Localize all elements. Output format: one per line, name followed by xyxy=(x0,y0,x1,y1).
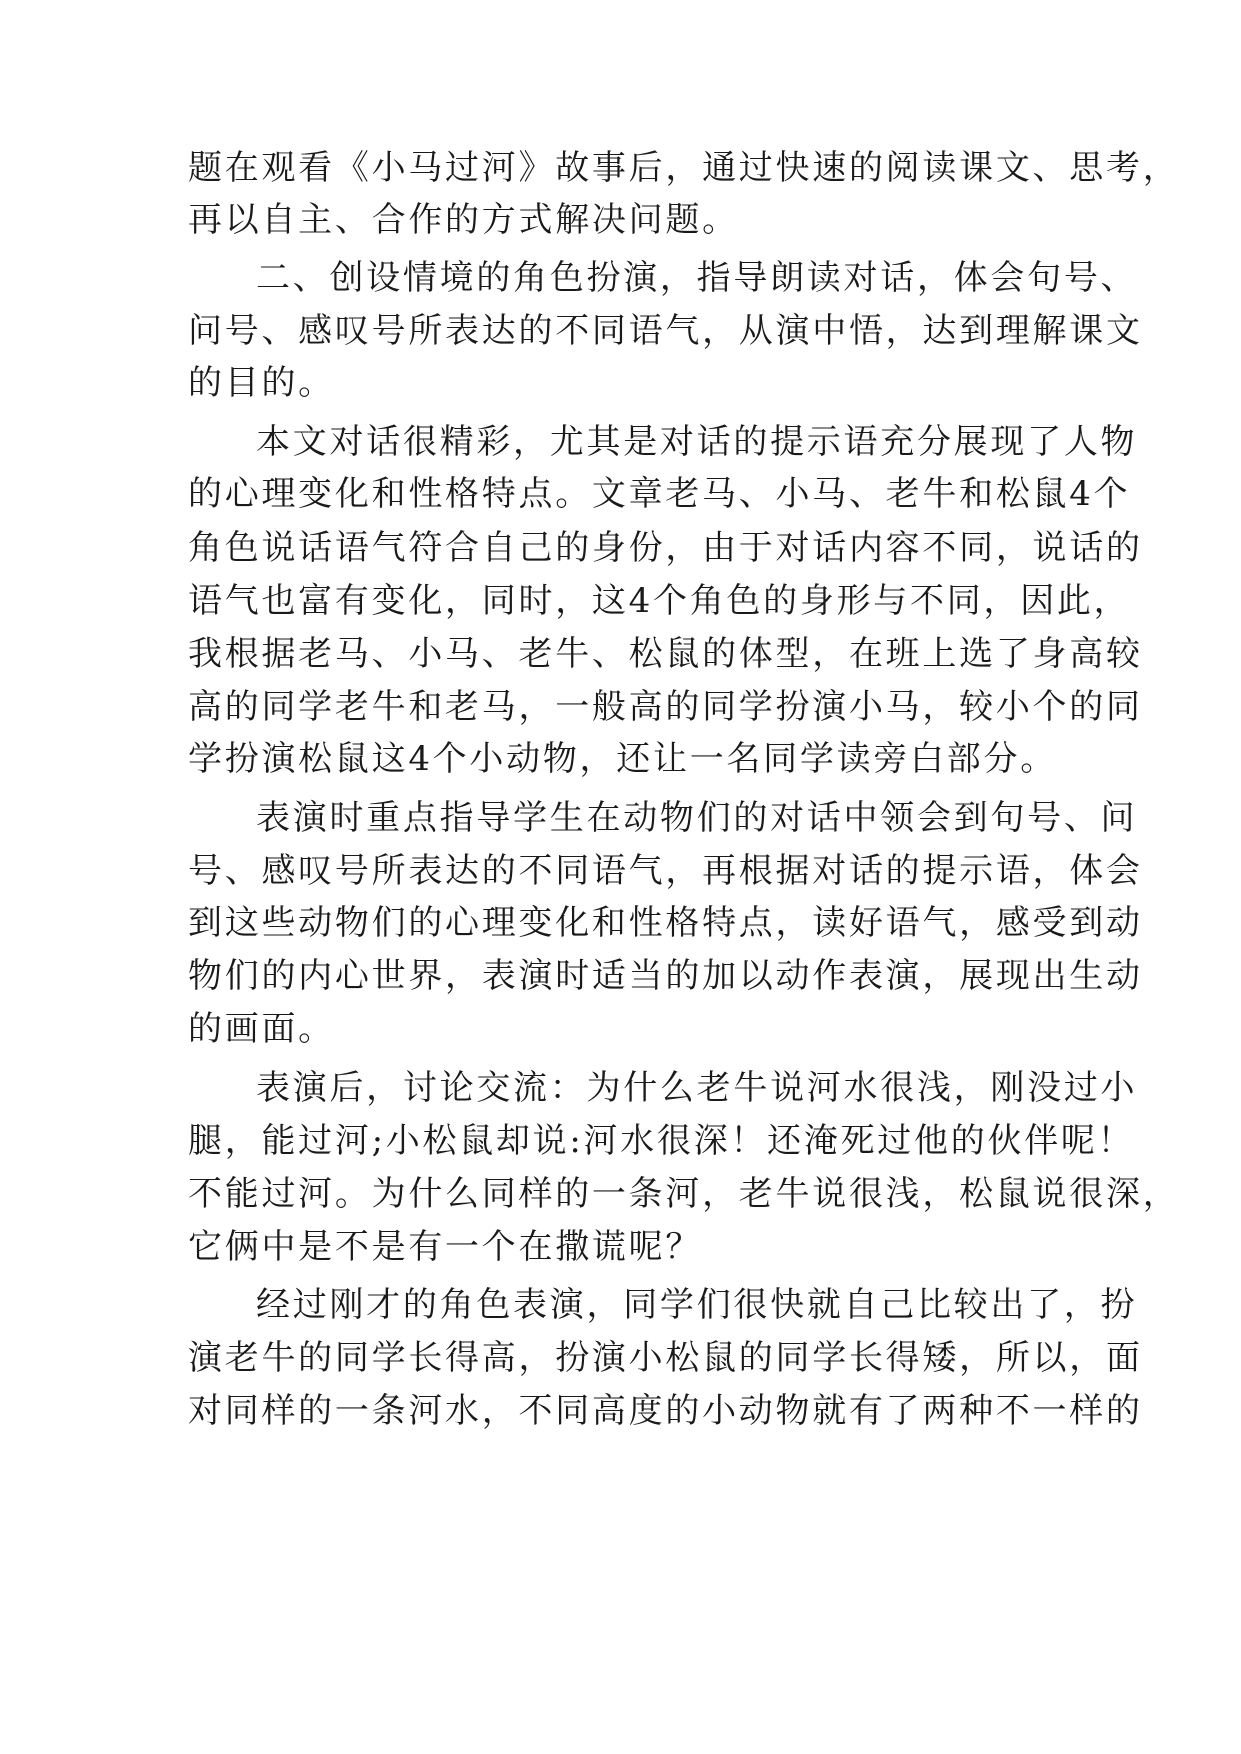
text-line: 物们的内心世界，表演时适当的加以动作表演，展现出生动 xyxy=(188,956,1143,996)
text-line: 演老牛的同学长得高，扮演小松鼠的同学长得矮，所以，面 xyxy=(188,1338,1143,1378)
text-line: 表演后，讨论交流：为什么老牛说河水很浅，刚没过小 xyxy=(256,1068,1138,1108)
text-line: 本文对话很精彩，尤其是对话的提示语充分展现了人物 xyxy=(256,422,1138,462)
text-line: 语气也富有变化，同时，这4个角色的身形与不同，因此， xyxy=(188,581,1131,621)
text-line: 表演时重点指导学生在动物们的对话中领会到句号、问 xyxy=(256,798,1138,838)
text-line: 到这些动物们的心理变化和性格特点，读好语气，感受到动 xyxy=(188,903,1143,943)
text-line: 它俩中是不是有一个在撒谎呢？ xyxy=(188,1227,703,1267)
text-line: 题在观看《小马过河》故事后，通过快速的阅读课文、思考， xyxy=(188,148,1180,188)
text-line: 号、感叹号所表达的不同语气，再根据对话的提示语，体会 xyxy=(188,851,1143,891)
text-line: 我根据老马、小马、老牛、松鼠的体型，在班上选了身高较 xyxy=(188,634,1143,674)
text-line: 腿，能过河;小松鼠却说:河水很深！还淹死过他的伙伴呢！ xyxy=(188,1121,1135,1161)
text-line: 经过刚才的角色表演，同学们很快就自己比较出了，扮 xyxy=(256,1285,1138,1325)
text-line: 的心理变化和性格特点。文章老马、小马、老牛和松鼠4个 xyxy=(188,474,1131,514)
text-line: 对同样的一条河水，不同高度的小动物就有了两种不一样的 xyxy=(188,1391,1143,1431)
text-line: 二、创设情境的角色扮演，指导朗读对话，体会句号、 xyxy=(256,258,1138,298)
text-line: 再以自主、合作的方式解决问题。 xyxy=(188,200,739,240)
text-line: 角色说话语气符合自己的身份，由于对话内容不同，说话的 xyxy=(188,528,1143,568)
text-line: 的目的。 xyxy=(188,363,335,403)
text-line: 的画面。 xyxy=(188,1009,335,1049)
text-line: 问号、感叹号所表达的不同语气，从演中悟，达到理解课文 xyxy=(188,311,1143,351)
text-line: 不能过河。为什么同样的一条河，老牛说很浅，松鼠说很深， xyxy=(188,1174,1180,1214)
text-line: 学扮演松鼠这4个小动物，还让一名同学读旁白部分。 xyxy=(188,739,1057,779)
text-line: 高的同学老牛和老马，一般高的同学扮演小马，较小个的同 xyxy=(188,687,1143,727)
